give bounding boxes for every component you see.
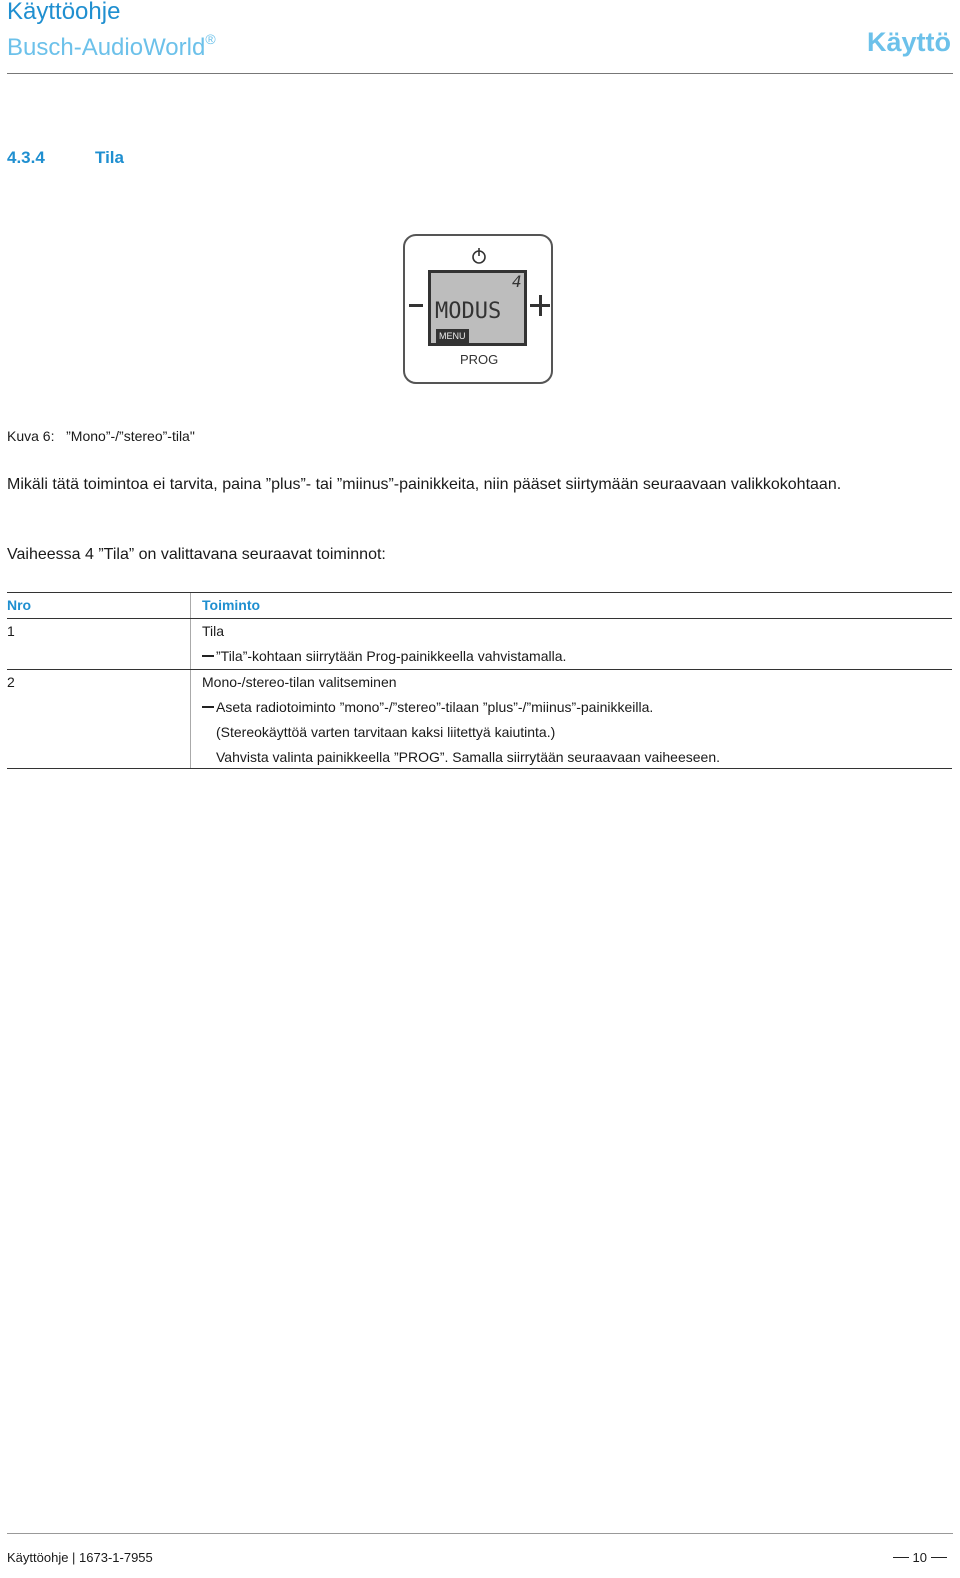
minus-icon <box>409 304 423 307</box>
row-line <box>202 695 952 720</box>
product-name-text: Busch-AudioWorld <box>7 34 206 61</box>
header-divider <box>7 73 953 74</box>
figure-caption: Kuva 6: ”Mono”-/”stereo”-tila" <box>7 428 195 444</box>
paragraph: Vaiheessa 4 ”Tila” on valittavana seuraavat toiminnot: <box>7 546 386 563</box>
paragraph: Mikäli tätä toimintoa ei tarvita, paina ”plus”- tai ”miinus”-painikkeita, niin pääset siirtymään seuraavaan valikkokohtaan. <box>7 476 842 493</box>
plus-icon-vertical <box>539 295 542 316</box>
column-header-toiminto: Toiminto <box>190 593 952 618</box>
registered-mark: ® <box>205 31 216 47</box>
footer-divider <box>7 1533 953 1534</box>
lcd-step-number: 4 <box>512 272 522 291</box>
dash-bullet <box>202 655 214 657</box>
chapter-title: Käyttö <box>866 27 951 57</box>
row-title: Tila <box>202 623 225 639</box>
row-number: 2 <box>7 674 15 690</box>
table-row <box>7 669 952 768</box>
table-row <box>7 618 952 669</box>
row-line-text: ”Tila”-kohtaan siirrytään Prog-painikkeella vahvistamalla. <box>216 648 567 664</box>
table-header-row <box>7 592 952 618</box>
lcd-mode-text: MODUS <box>435 299 502 324</box>
functions-table <box>7 592 952 769</box>
row-line-text: Aseta radiotoiminto ”mono”-/”stereo”-tilaan ”plus”-/”miinus”-painikkeilla. <box>216 699 654 715</box>
section-title: Tila <box>95 148 124 167</box>
row-title: Mono-/stereo-tilan valitseminen <box>202 674 397 690</box>
document-title: Käyttöohje <box>7 0 121 25</box>
row-line <box>202 644 952 669</box>
power-icon <box>470 247 488 265</box>
page-number-rule-left <box>893 1557 909 1558</box>
page-number-rule-right <box>931 1557 947 1558</box>
row-content <box>190 619 952 669</box>
lcd-menu-label: MENU <box>436 329 469 343</box>
row-number: 1 <box>7 623 15 639</box>
page-number: 10 <box>912 1550 927 1565</box>
dash-bullet <box>202 706 214 708</box>
row-content <box>190 670 952 768</box>
prog-button-label: PROG <box>460 352 499 367</box>
section-number: 4.3.4 <box>7 148 45 167</box>
page-number-block <box>889 1550 951 1565</box>
column-header-nro: Nro <box>7 597 32 613</box>
product-name <box>7 26 216 63</box>
row-line-text: Vahvista valinta painikkeella ”PROG”. Samalla siirrytään seuraavaan vaiheeseen. <box>216 749 720 765</box>
row-line-text: (Stereokäyttöä varten tarvitaan kaksi liitettyä kaiutinta.) <box>216 724 556 740</box>
footer-doc-id: Käyttöohje | 1673-1-7955 <box>7 1550 153 1565</box>
